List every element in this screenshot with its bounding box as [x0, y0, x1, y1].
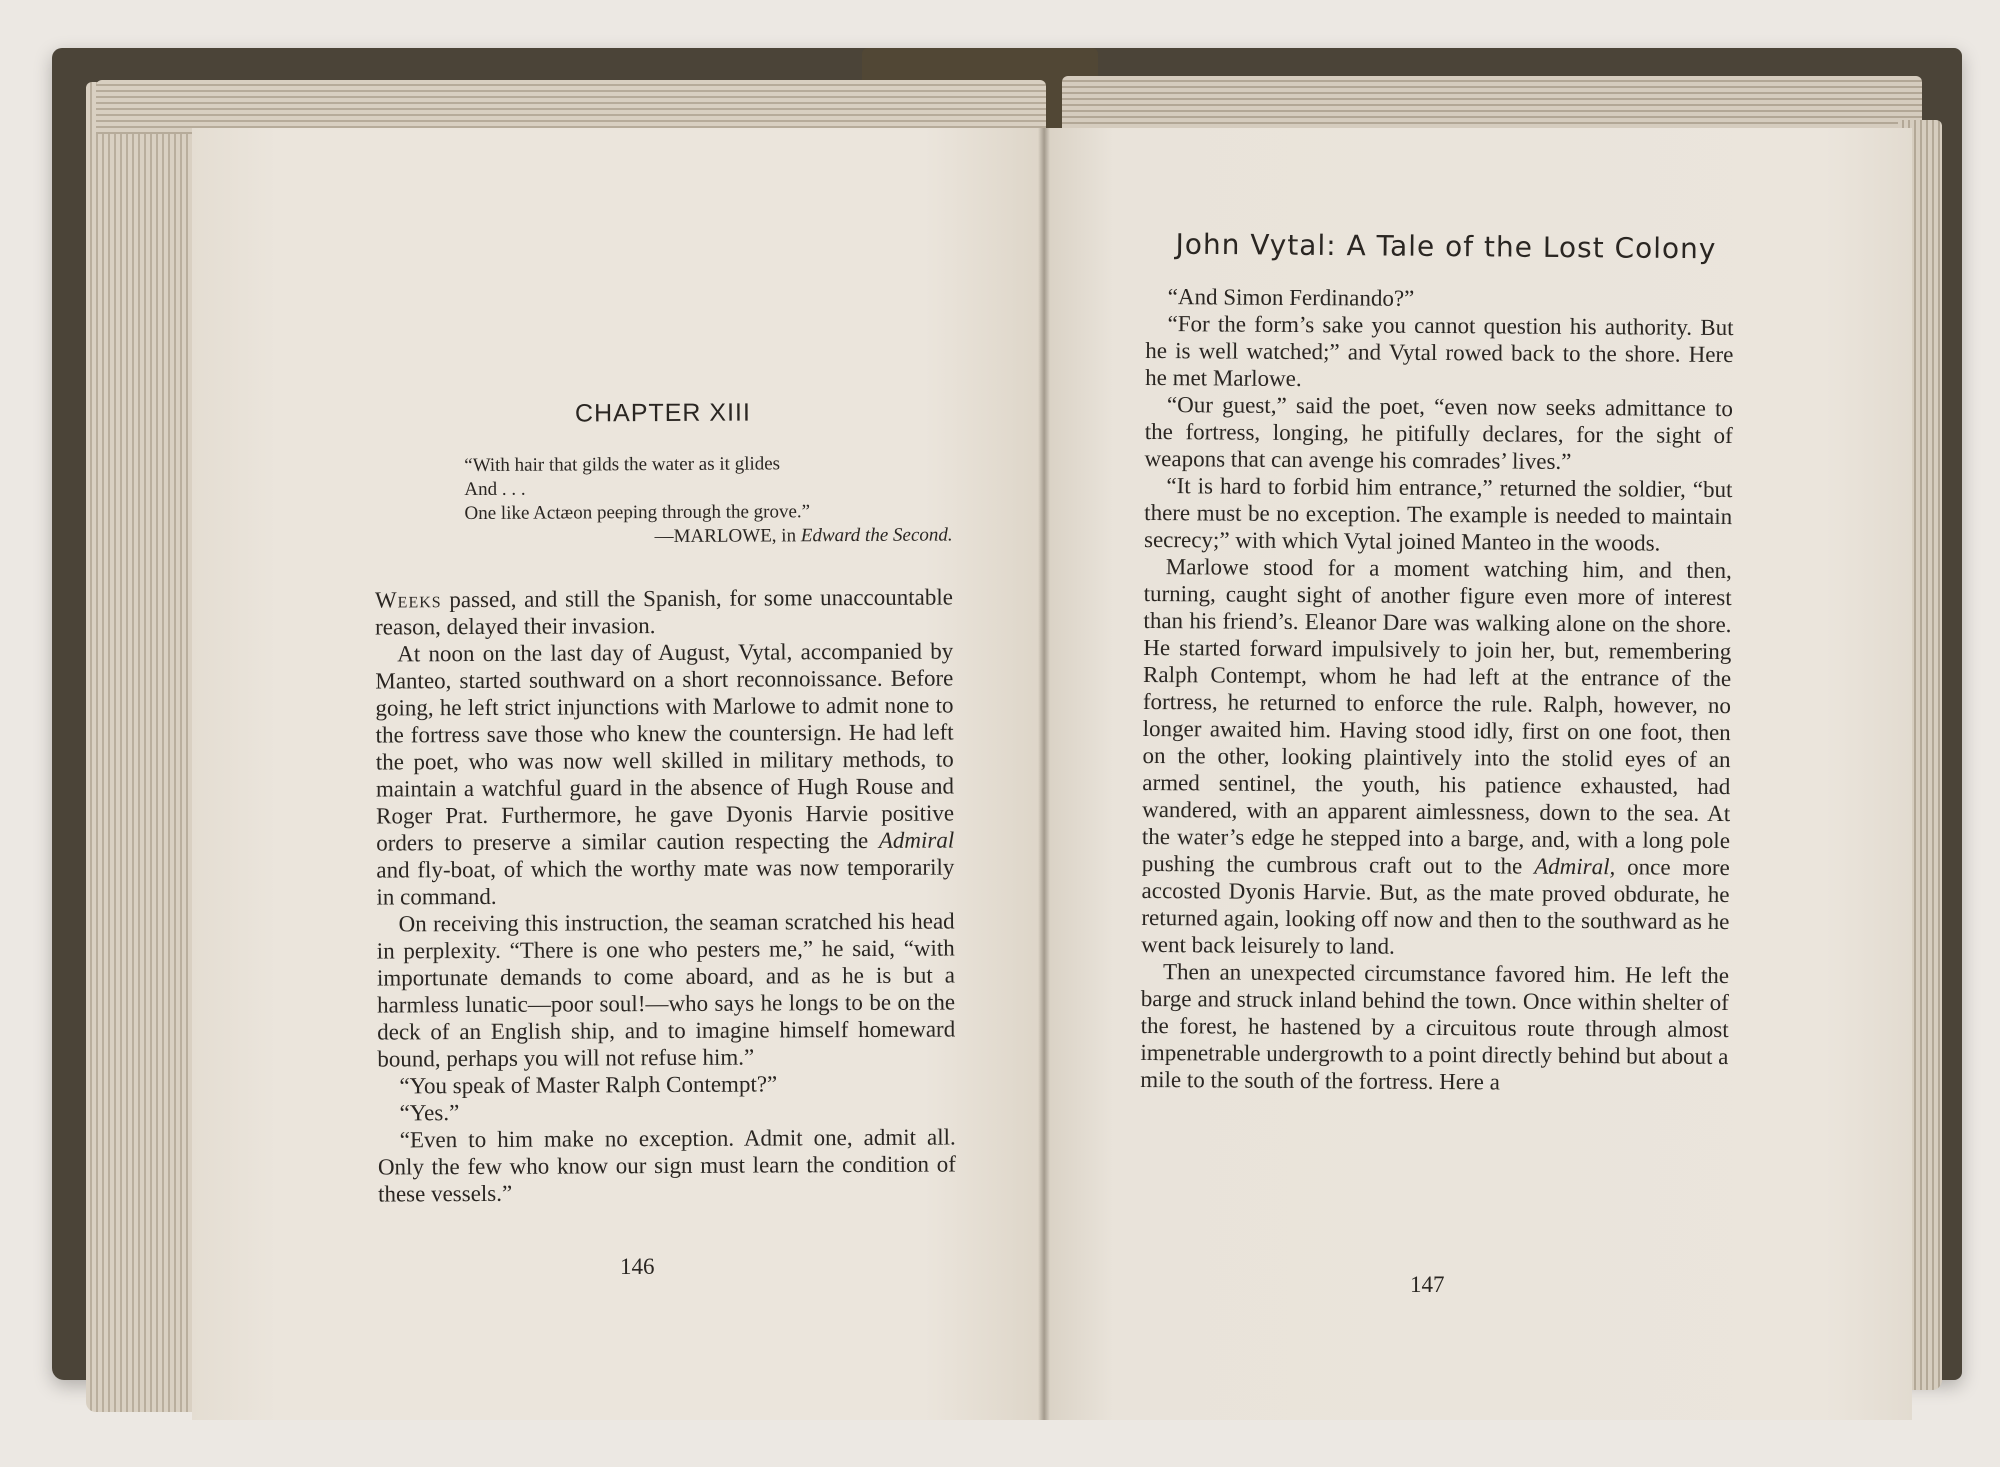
paragraph-text: once more accosted Dyonis Harvie. But, as the mate proved obdurate, he returned again, looking off now and then to the southward as he went back leisurely to land.: [1141, 854, 1730, 959]
page-edges-top-left: [96, 80, 1046, 134]
paragraph: On receiving this instruction, the seaman scratched his head in perplexity. “There is one who pesters me,” he said, “with importunate demands to come aboard, and as he is but a harmless lunatic—poor soul!—who says he longs to be on the deck of an English ship, and to imagine himself homeward bound, perhaps you will not refuse him.”: [376, 908, 956, 1072]
page-edges-top-right: [1062, 76, 1922, 134]
chapter-title: CHAPTER XIII: [574, 398, 751, 428]
epigraph: [464, 451, 952, 550]
paragraph: “It is hard to forbid him entrance,” returned the soldier, “but there must be no exception. The example is needed to maintain secrecy;” with which Vytal joined Manteo in the woods.: [1143, 473, 1733, 556]
paragraph: “Yes.”: [399, 1100, 460, 1126]
paragraph-text: and fly-boat, of which the worthy mate was now temporarily in command.: [376, 854, 955, 910]
right-page-text: [1140, 283, 1734, 1097]
paragraph-text: passed, and still the Spanish, for some unaccountable reason, delayed their invasion.: [375, 584, 953, 640]
paragraph: “Our guest,” said the poet, “even now seeks admittance to the fortress, longing, he pitifully declares, for the sight of weapons that can avenge his comrades’ lives.”: [1144, 392, 1734, 474]
paragraph: “You speak of Master Ralph Contempt?”: [399, 1071, 778, 1099]
epigraph-line: “With hair that gilds the water as it glides: [464, 453, 781, 477]
left-page-text: [374, 398, 956, 1207]
epigraph-citation: [465, 523, 953, 550]
page-number-right: 147: [1410, 1272, 1445, 1297]
epigraph-citation-author: —MARLOWE, in: [654, 525, 801, 548]
page-edges-left: [86, 82, 198, 1412]
paragraph: “And Simon Ferdinando?”: [1167, 284, 1415, 311]
paragraph: [375, 583, 953, 640]
paragraph-text: At noon on the last day of August, Vytal, accompanied by Manteo, started southward on a short reconnoissance. Before going, he left strict injunctions with Marlowe to admit none to the fortress save those who knew the countersign. He had left the poet, who was now well skilled in military methods, to maintain a watchful guard in the absence of Hugh Rouse and Roger Prat. Furthermore, he gave Dyonis Harvie positive orders to preserve a similar caution respecting the: [375, 638, 955, 856]
paragraph: “Even to him make no exception. Admit one, admit all. Only the few who know our sign must learn the condition of these vessels.”: [377, 1124, 956, 1207]
epigraph-line: One like Actæon peeping through the grove.”: [464, 501, 811, 525]
ship-name: Admiral,: [1534, 853, 1616, 880]
ship-name: Admiral: [878, 827, 955, 853]
running-head: John Vytal: A Tale of the Lost Colony: [1175, 227, 1717, 266]
epigraph-citation-work: Edward the Second.: [800, 524, 953, 547]
paragraph: Then an unexpected circumstance favored him. He left the barge and struck inland behind the town. Once within shelter of the forest, he hastened by a circuitous route through almost impenetrable undergrowth to a point directly behind but about a mile to the south of the fortress. Here a: [1140, 959, 1730, 1095]
epigraph-line: And . . .: [464, 478, 526, 501]
paragraph-text: Marlowe stood for a moment watching him, and then, turning, caught sight of another figure even more of interest than his friend’s. Eleanor Dare was walking alone on the shore. He started forward impulsively to join her, but, remembering Ralph Contempt, whom he had left at the entrance of the fortress, he returned to enforce the rule. Ralph, however, no longer awaited him. Having stood idly, first on one foot, then on the other, looking plaintively into the stolid eyes of an armed sentinel, the youth, his patience exhausted, had wandered, with an apparent aimlessness, down to the sea. At the water’s edge he stepped into a barge, and, with a long pole pushing the cumbrous craft out to the: [1141, 554, 1732, 879]
book-gutter: [1038, 128, 1050, 1420]
opening-word: Weeks: [374, 587, 442, 613]
paragraph: [375, 637, 954, 910]
paragraph: “For the form’s sake you cannot question his authority. But he is well watched;” and Vytal rowed back to the shore. Here he met Marlowe.: [1145, 311, 1734, 392]
paragraph: [1141, 553, 1732, 962]
page-number-left: 146: [620, 1254, 655, 1279]
